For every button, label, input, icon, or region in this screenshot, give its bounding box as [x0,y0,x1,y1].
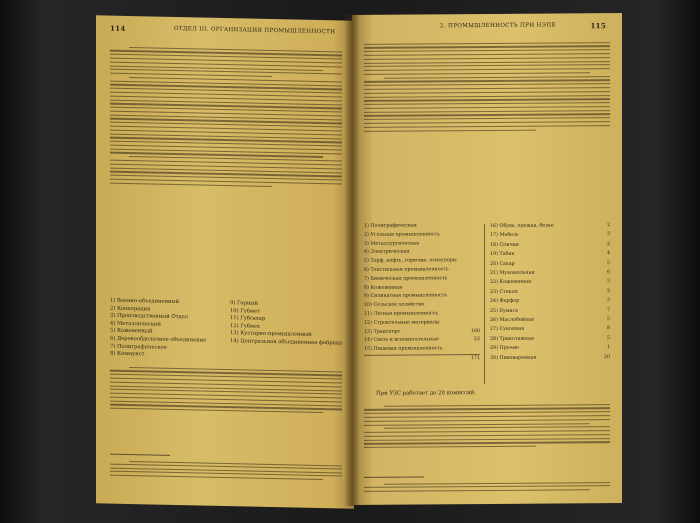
table-row: 12) Строительные материалы [364,320,440,326]
table-row: 4) Электрическая [364,249,410,256]
table-row: 6) Текстильная промышленность [364,267,449,273]
table-row: 18) Спички 2 [490,241,610,248]
left-paragraph-1 [110,44,342,191]
list-item: 8) Коммунст [110,350,145,358]
table-row: 28) Трикотажная 5 [490,336,610,342]
table-row: 15) Пищевая промышленность [364,346,443,353]
table-row: 26) Маслобойная 5 [490,317,610,324]
left-org-list-col-1 [110,298,206,361]
table-row: 13) Транспорт 100 [364,328,480,335]
right-page-number: 115 [590,21,606,31]
table-row: 3) Металлургическая [364,241,420,247]
list-item: 2) Кооперация [110,305,151,313]
list-item: 4) Металлический [110,320,161,328]
industry-table-left [364,222,480,365]
table-row: 11) Лесная промышленность [364,311,438,317]
table-separator [484,224,485,384]
book-gutter [344,14,360,506]
table-row: 27) Суконная 8 [490,326,610,333]
right-page [352,13,622,505]
right-paragraph-2 [364,401,610,450]
list-item: 14) Центральная объединенная фабрика [230,338,343,347]
list-item: 5) Кожевенный [110,327,153,335]
table-row: 5) Торф, нефть, горючие, огнеупоры [364,258,457,265]
table-row: 10) Сельское хозяйство [364,302,424,309]
left-org-list-col-2 [230,300,342,348]
list-item: 9) Горный [230,300,258,307]
list-item: 10) Губмет [230,307,260,315]
table-row: 8) Кожевенная [364,285,403,291]
table-row: 2) Угольная промышленность [364,232,440,238]
table-row: 19) Табак 4 [490,251,610,258]
footnote-rule [110,454,170,456]
left-running-head: ОТДЕЛ III. ОРГАНИЗАЦИЯ ПРОМЫШЛЕННОСТИ [174,25,336,36]
list-item: 3) Производственный Отдел [110,312,189,321]
table-row: 23) Стекло 2 [490,288,610,295]
list-item: 1) Военно-объединенный [110,297,180,306]
table-row: 21) Мукомольная 6 [490,270,610,277]
list-item: 11) Губсахар [230,315,266,323]
right-footnotes [364,479,610,494]
list-item: 7) Полиграфическое [110,343,167,351]
left-page [96,15,354,508]
table-row: 29) Прочие 1 [490,345,610,352]
table-row: 30) Пивоваренная 20 [490,354,610,361]
right-running-head: 2. ПРОМЫШЛЕННОСТЬ ПРИ НЭПЕ [440,22,556,30]
table-row: 24) Фарфор 3 [490,298,610,305]
table-row: 9) Силикатная промышленность [364,293,447,300]
footnote-rule [364,476,424,477]
table-row: 14) Связь и вспомогательные 22 [364,337,480,344]
industry-table-right [490,221,610,363]
right-paragraph-1 [364,39,610,134]
table-row: 22) Кожевенная 3 [490,279,610,286]
list-item: 6) Деревообделочное объединение [110,335,207,344]
table-row: 25) Бумага 7 [490,307,610,314]
table-total: 171 [364,354,480,365]
after-table-note: При УЗС работает до 20 комиссий. [376,390,476,397]
list-item: 12) Губмех [230,322,260,330]
table-row: 16) Обувь, одежда, белье 2 [490,223,610,229]
left-footnotes [110,458,342,483]
table-row: 17) Мебель 3 [490,232,610,239]
left-page-number: 114 [110,23,126,33]
table-row: 20) Сахар 5 [490,260,610,267]
left-paragraph-2 [110,364,342,416]
table-row: 1) Полиграфическая [364,223,417,229]
table-row: 7) Химическая промышленность [364,276,448,282]
list-item: 13) Кустарно-промышленный [230,330,312,339]
